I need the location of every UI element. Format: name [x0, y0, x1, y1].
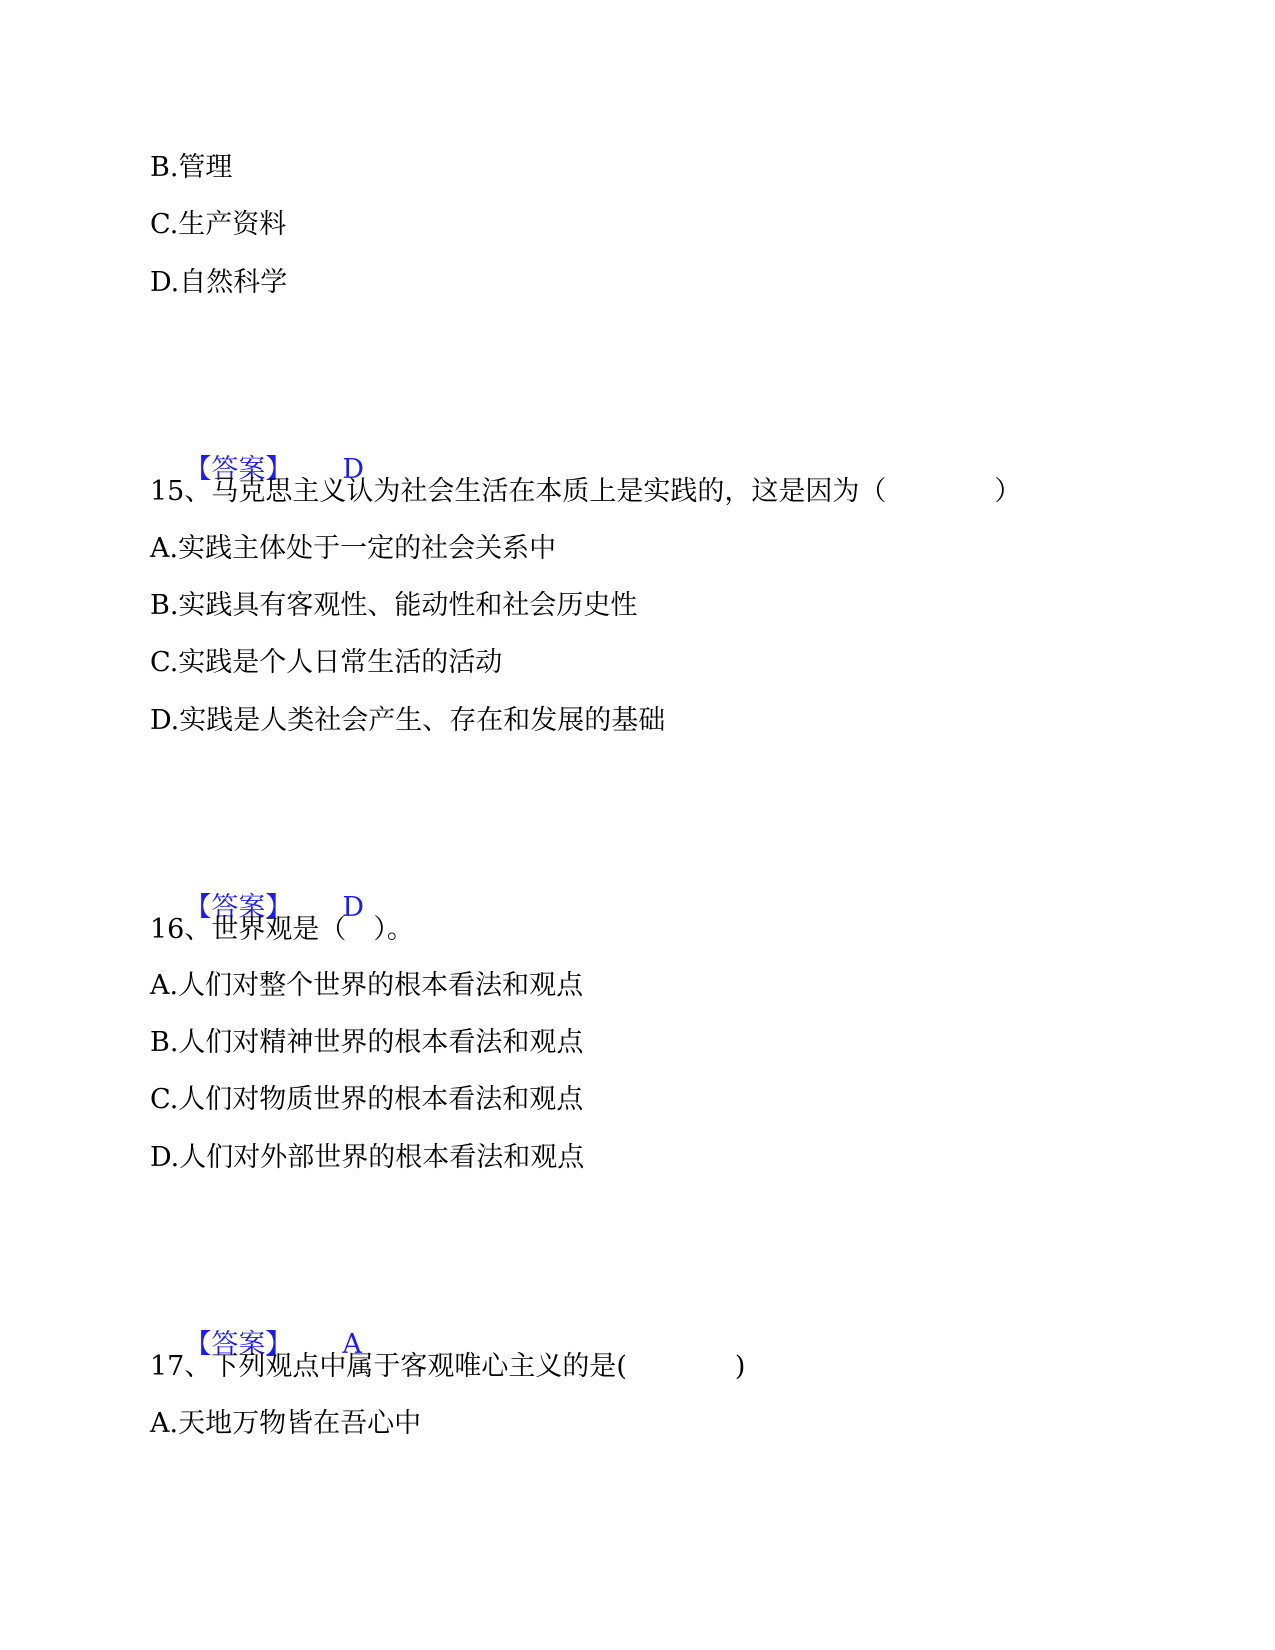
q15-option-a: A.实践主体处于一定的社会关系中: [150, 533, 557, 564]
answer-label: 【答案】: [184, 892, 293, 923]
q16-option-a: A.人们对整个世界的根本看法和观点: [150, 970, 584, 1001]
q14-option-d: D.自然科学: [150, 267, 288, 298]
q14-option-c: C.生产资料: [150, 209, 287, 240]
q14-option-b: B.管理: [150, 152, 233, 183]
q15-option-d: D.实践是人类社会产生、存在和发展的基础: [150, 705, 666, 736]
q16-option-d: D.人们对外部世界的根本看法和观点: [150, 1142, 585, 1173]
answer-label: 【答案】: [184, 1329, 293, 1360]
answer-value: D: [342, 454, 364, 485]
q15-question: 15、马克思主义认为社会生活在本质上是实践的，这是因为（ ）: [150, 476, 1022, 507]
answer-value: A: [342, 1329, 362, 1360]
q16-option-b: B.人们对精神世界的根本看法和观点: [150, 1027, 584, 1058]
answer-value: D: [342, 892, 364, 923]
q16-option-c: C.人们对物质世界的根本看法和观点: [150, 1084, 584, 1115]
q15-option-b: B.实践具有客观性、能动性和社会历史性: [150, 590, 638, 621]
answer-label: 【答案】: [184, 454, 293, 485]
q17-question: 17、下列观点中属于客观唯心主义的是( ): [150, 1351, 746, 1382]
q16-question: 16、世界观是（ ）。: [150, 914, 414, 945]
q15-option-c: C.实践是个人日常生活的活动: [150, 647, 503, 678]
q17-option-a: A.天地万物皆在吾心中: [150, 1408, 422, 1439]
